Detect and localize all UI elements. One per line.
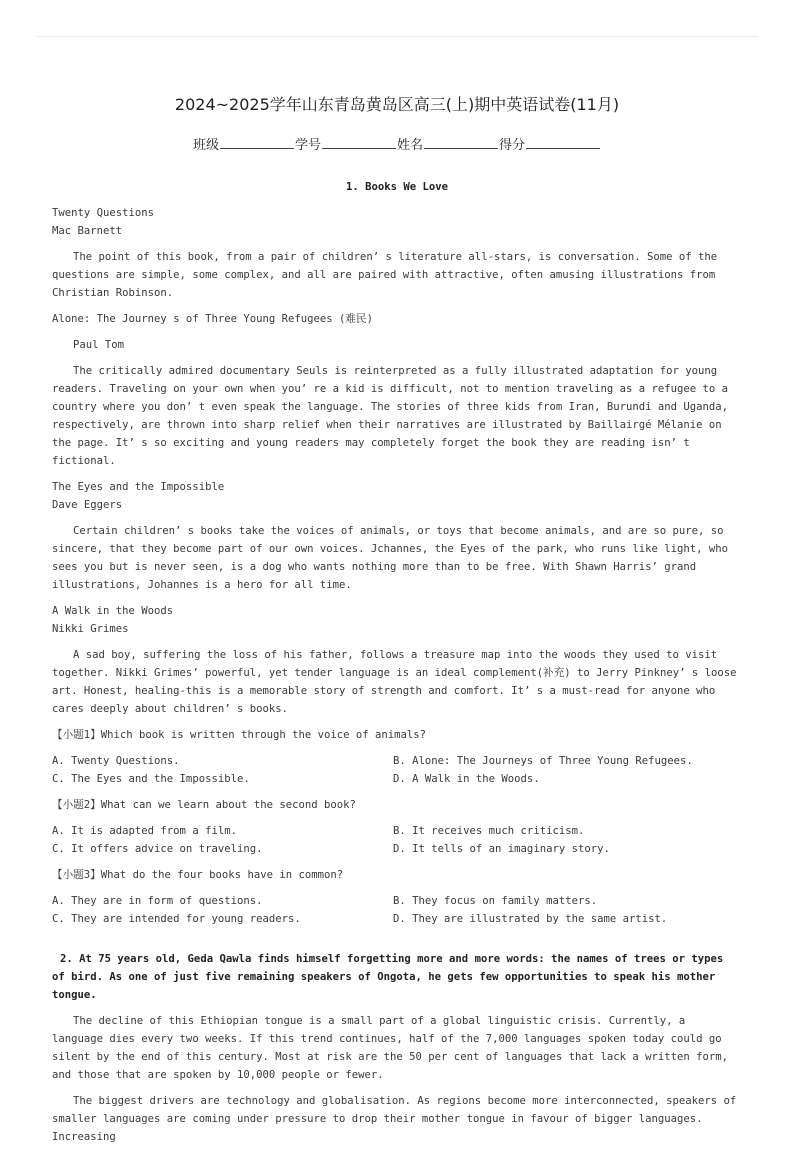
book-title: Alone: The Journey s of Three Young Refugees (难民) <box>52 313 373 325</box>
sub-question-3-options <box>52 892 742 928</box>
student-id-label: 学号 <box>294 138 321 153</box>
page-title: 2024~2025学年山东青岛黄岛区高三(上)期中英语试卷(11月) <box>174 95 620 114</box>
student-id-blank[interactable] <box>322 136 396 149</box>
option-a[interactable]: A. They are in form of questions. <box>52 895 263 907</box>
score-label: 得分 <box>499 138 526 153</box>
sub-question-2-options <box>52 822 742 858</box>
option-c[interactable]: C. It offers advice on traveling. <box>52 843 263 855</box>
book-description: A sad boy, suffering the loss of his father, follows a treasure map into the woods they used to visit together. Nikki Grimes’ powerful, yet tender language is an ideal complement(补充) to Jerry Pinkney’ s loose art. Honest, healing-this is a memorable story of strength and comfort. It’ s a must-read for anyone who cares deeply about children’ s books. <box>52 649 737 715</box>
option-c[interactable]: C. They are intended for young readers. <box>52 913 301 925</box>
name-label: 姓名 <box>397 138 424 153</box>
sub-question-1: 【小题1】Which book is written through the voice of animals? <box>52 729 427 741</box>
book-title: The Eyes and the Impossible <box>52 481 225 493</box>
option-b[interactable]: B. It receives much criticism. <box>393 825 585 837</box>
class-blank[interactable] <box>220 136 294 149</box>
question-1-title: 1. Books We Love <box>345 181 449 193</box>
name-blank[interactable] <box>424 136 498 149</box>
sub-question-2: 【小题2】What can we learn about the second book? <box>52 799 356 811</box>
book-author: Dave Eggers <box>52 499 123 511</box>
option-a[interactable]: A. It is adapted from a film. <box>52 825 237 837</box>
option-a[interactable]: A. Twenty Questions. <box>52 755 180 767</box>
book-4-header <box>52 602 742 638</box>
sub-question-3: 【小题3】What do the four books have in common? <box>52 869 344 881</box>
class-label: 班级 <box>192 138 219 153</box>
passage-paragraph: The decline of this Ethiopian tongue is a small part of a global linguistic crisis. Currently, a language dies every two weeks. If this trend continues, half of the 7,000 languages spoken today could go silent by the end of this century. Most at risk are the 50 per cent of languages that lack a written form, and those that are spoken by 10,000 people or fewer. <box>52 1015 729 1081</box>
book-1-header <box>52 204 742 240</box>
book-author: Nikki Grimes <box>52 623 129 635</box>
book-title: A Walk in the Woods <box>52 605 174 617</box>
top-divider <box>36 36 758 37</box>
score-blank[interactable] <box>526 136 600 149</box>
option-c[interactable]: C. The Eyes and the Impossible. <box>52 773 250 785</box>
option-d[interactable]: D. A Walk in the Woods. <box>393 773 540 785</box>
exam-content <box>52 178 742 1154</box>
student-info-line <box>0 134 794 153</box>
book-description: The critically admired documentary Seuls is reinterpreted as a fully illustrated adaptation for young readers. Traveling on your own when you’ re a kid is difficult, not to mention traveling as a refugee to a country where you don’ t even speak the language. The stories of three kids from Iran, Burundi and Uganda, respectively, are thrown into sharp relief when their narratives are illustrated by Baillairgé Mélanie on the page. It’ s so exciting and young readers may completely forget the book they are reading isn’ t fictional. <box>52 365 729 467</box>
option-b[interactable]: B. They focus on family matters. <box>393 895 598 907</box>
book-title: Twenty Questions <box>52 207 155 219</box>
book-author: Mac Barnett <box>52 225 123 237</box>
question-2-title: 2. At 75 years old, Geda Qawla finds himself forgetting more and more words: the names of trees or types of bird. As one of just five remaining speakers of Ongota, he gets few opportunities to speak his mother tongue. <box>52 953 724 1001</box>
book-3-header <box>52 478 742 514</box>
book-author: Paul Tom <box>73 339 125 351</box>
book-description: The point of this book, from a pair of children’ s literature all-stars, is conversation. Some of the questions are simple, some complex, and all are paired with attractive, often amusing illustrations from Christian Robinson. <box>52 251 718 299</box>
option-d[interactable]: D. It tells of an imaginary story. <box>393 843 610 855</box>
sub-question-1-options <box>52 752 742 788</box>
passage-paragraph: The biggest drivers are technology and globalisation. As regions become more interconnected, speakers of smaller languages are coming under pressure to drop their mother tongue in favour of bigger languages. Increasing <box>52 1095 737 1143</box>
book-description: Certain children’ s books take the voices of animals, or toys that become animals, and are so pure, so sincere, that they become part of our own voices. Jchannes, the Eyes of the park, who runs like light, who sees you but is never seen, is a dog who wants nothing more than to be free. With Shawn Harris’ grand illustrations, Johannes is a hero for all time. <box>52 525 729 591</box>
option-d[interactable]: D. They are illustrated by the same artist. <box>393 913 668 925</box>
option-b[interactable]: B. Alone: The Journeys of Three Young Refugees. <box>393 755 693 767</box>
